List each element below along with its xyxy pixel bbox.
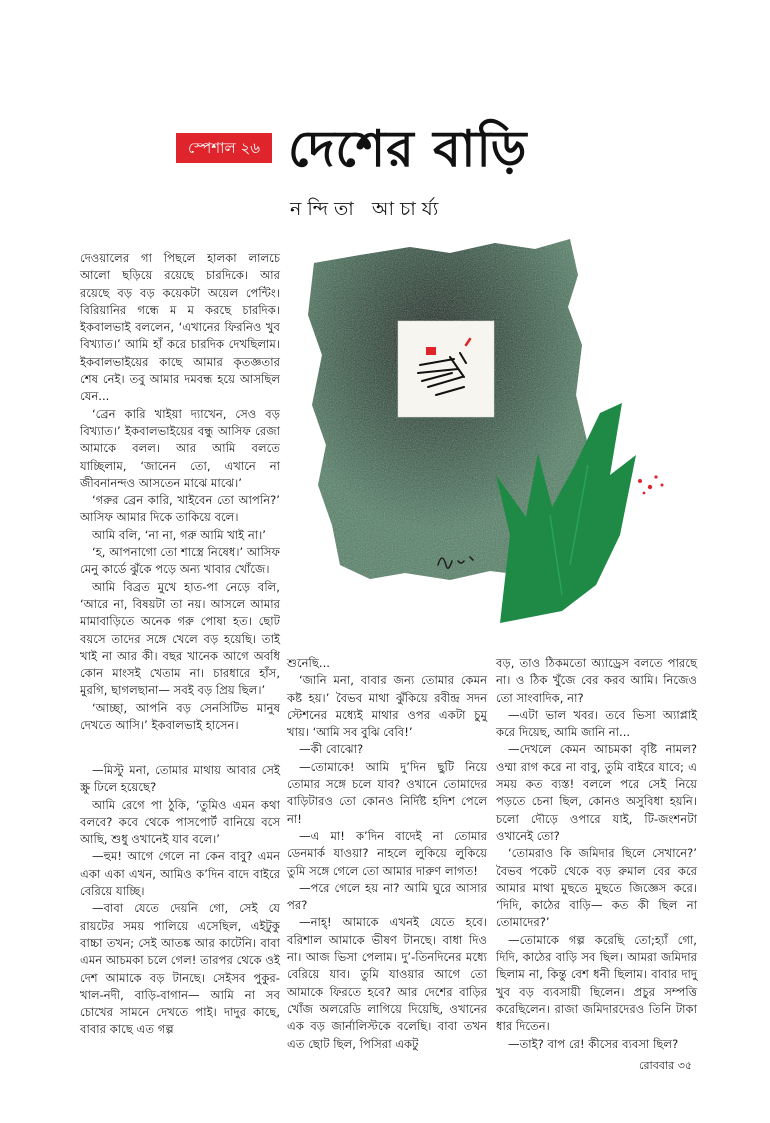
column-1-top <box>80 250 280 734</box>
paragraph: আমি রেগে পা ঠুকি, ‘তুমিও এমন কথা বলবে? কবে থেকে পাসপোর্ট বানিয়ে বসে আছি, শুধু ওখানেই যাব বলে।’ <box>80 797 280 847</box>
paragraph: —তোমাকে গল্প করেছি তো;হ্যাঁ গো, দিদি, কাঠের বাড়ি সব ছিল। আমরা জমিদার ছিলাম না, কিন্তু বেশ ধনী ছিলাম। বাবার দাদু খুব বড় ব্যবসায়ী ছিলেন। প্রচুর সম্পত্তি করেছিলেন। রাজা জমিদারদেরও তিনি টাকা ধার দিতেন। <box>496 932 697 1034</box>
paragraph: —এ মা! ক’দিন বাদেই না তোমার ডেনমার্ক যাওয়া? নাহলে লুকিয়ে লুকিয়ে তুমি সঙ্গে গেলে তো আমার দারুণ লাগত! <box>287 828 487 878</box>
paragraph: —হুম! আগে গেলে না কেন বাবু? এমন একা একা এখন, আমিও ক’দিন বাদে বাইরে বেরিয়ে যাচ্ছি। <box>80 849 280 899</box>
paragraph: —নাহ্! আমাকে এখনই যেতে হবে। বরিশাল আমাকে ভীষণ টানছে। বাধা দিও না। আজ ভিসা পেলাম। দু’-তিনদিনের মধ্যে বেরিয়ে যাব। তুমি যাওয়ার আগে তো আমাকে ফিরতে হবে? আর দেশের বাড়ির খোঁজ অলরেডি লাগিয়ে দিয়েছি, ওখানের এক বড় জার্নালিস্টকে বলেছি। বাবা তখন এত ছোট ছিল, পিসিরা একটু <box>287 915 487 1051</box>
section-badge: স্পেশাল ২৬ <box>176 133 272 163</box>
paragraph: ‘হ, আপনাগো তো শাস্ত্রে নিষেধ।’ আসিফ মেনু কার্ডে ঝুঁকে পড়ে অন্য খাবার খোঁজে। <box>80 545 280 577</box>
page-footer: রোববার ৩৫ <box>639 1059 692 1072</box>
red-dots <box>638 475 664 494</box>
paragraph: —দেখলে কেমন আচমকা বৃষ্টি নামল? ওম্মা রাগ করে না বাবু, তুমি বাইরে যাবে; এ সময় কত ব্যস্ত! বললে পরে সেই নিয়ে পড়তে চেনা ছিল, কোনও অসুবিধা হয়নি। চলো দৌড়ে ওপারে যাই, টি-জংশনটা ওখানেই তো? <box>496 742 697 843</box>
column-1-bottom <box>80 762 280 1039</box>
paragraph: —মিস্টু মনা, তোমার মাথায় আবার সেই স্ক্রু ঢিলে হয়েছে? <box>80 763 280 795</box>
paragraph: —বাবা যেতে দেয়নি গো, সেই যে রায়টের সময় পালিয়ে এসেছিল, এইটুকু বাচ্চা তখন; সেই আতঙ্ক আর কাটেনি। বাবা এমন আচমকা চলে গেল! তারপর থেকে ওই দেশ আমাকে বড় টানছে। সেইসব পুকুর-খাল-নদী, বাড়ি-বাগান— আমি না সব চোখের সামনে দেখতে পাই। দাদুর কাছে, বাবার কাছে এত গল্প <box>80 901 280 1037</box>
paragraph: —এটা ভাল খবর। তবে ভিসা অ্যাপ্লাই করে দিয়েছ, আমি জানি না... <box>496 707 697 740</box>
paragraph: ‘তোমরাও কি জমিদার ছিলে সেখানে?’ বৈভব পকেট থেকে বড় রুমাল বের করে আমার মাথা মুছতে মুছতে জিজ্ঞেস করে। ‘দিদি, কাঠের বাড়ি— কত কী ছিল না তোমাদের?’ <box>496 846 697 930</box>
paragraph: ‘ব্রেন কারি খাইয়া দ্যাখেন, সেও বড় বিখ্যাত।’ ইকবালভাইয়ের বন্ধু আসিফ রেজা আমাকে বলল। আর আমি বলতে যাচ্ছিলাম, ‘জানেন তো, এখানে না জীবনানন্দও আসতেন মাঝে মাঝে।’ <box>80 406 280 490</box>
paragraph: দেওয়ালের গা পিছলে হালকা লালচে আলো ছড়িয়ে রয়েছে চারদিকে। আর রয়েছে বড় বড় কয়েকটা অয়েল পেন্টিং। বিরিয়ানির গন্ধে ম ম করছে চারদিক। ইকবালভাই বললেন, ‘এখানের ফিরনিও খুব বিখ্যাত।’ আমি হাঁ করে চারদিক দেখছিলাম। ইকবালভাইয়ের কাছে আমার কৃতজ্ঞতার শেষ নেই। তবু আমার দমবন্ধ হয়ে আসছিল যেন... <box>80 251 280 404</box>
paragraph: —পরে গেলে হয় না? আমি ঘুরে আসার পর? <box>287 880 487 913</box>
paragraph: —তোমাকে! আমি দু’দিন ছুটি নিয়ে তোমার সঙ্গে চলে যাব? ওখানে তোমাদের বাড়িটারও তো কোনও নির্দিষ্ট হদিশ পেলে না! <box>287 759 487 826</box>
illustration-svg <box>300 235 700 635</box>
column-2 <box>287 655 487 1053</box>
paragraph: আমি বলি, ‘না না, গরু আমি খাই না।’ <box>92 527 266 542</box>
paragraph: —তাই? বাপ রে! কীসের ব্যবসা ছিল? <box>508 1036 679 1051</box>
paragraph: শুনেছি... <box>287 656 330 670</box>
white-card <box>398 321 494 417</box>
page-title: দেশের বাড়ি <box>288 119 528 178</box>
author-name: নন্দিতা আচার্য্য <box>290 198 445 220</box>
paragraph: আমি বিব্রত মুখে হাত-পা নেড়ে বলি, ‘আরে না, বিষয়টা তা নয়। আসলে আমার মামাবাড়িতে অনেক গরু পোষা হত। ছোট বয়সে তাদের সঙ্গে খেলে বড় হয়েছি। তাই খাই না আর কী। বছর খানেক আগে অবধি কোন মাংসই খেতাম না। চারধারে হাঁস, মুরগি, ছাগলছানা— সবই বড় প্রিয় ছিল।’ <box>80 579 280 698</box>
illustration <box>300 235 700 635</box>
paragraph: ‘জানি মনা, বাবার জন্য তোমার কেমন কষ্ট হয়।’ বৈভব মাথা ঝুঁকিয়ে রবীন্দ্র সদন স্টেশনের মধ্যেই মাথার ওপর একটা চুমু খায়। ‘আমি সব বুঝি বেবি!’ <box>287 673 487 740</box>
paragraph: —কী বোঝো? <box>299 742 364 757</box>
paragraph: ‘আচ্ছা, আপনি বড় সেনসিটিভ মানুষ দেখতে আসি।’ ইকবালভাই হাসেন। <box>80 700 280 733</box>
paragraph: ‘গরুর ব্রেন কারি, খাইবেন তো আপনি?’ আসিফ আমার দিকে তাকিয়ে বলে। <box>80 493 280 525</box>
paragraph: বড়, তাও ঠিকমতো অ্যাড্রেস বলতে পারছে না। ও ঠিক খুঁজে বের করব আমি। নিজেও তো সাংবাদিক, না? <box>496 656 697 705</box>
column-3 <box>496 655 697 1053</box>
